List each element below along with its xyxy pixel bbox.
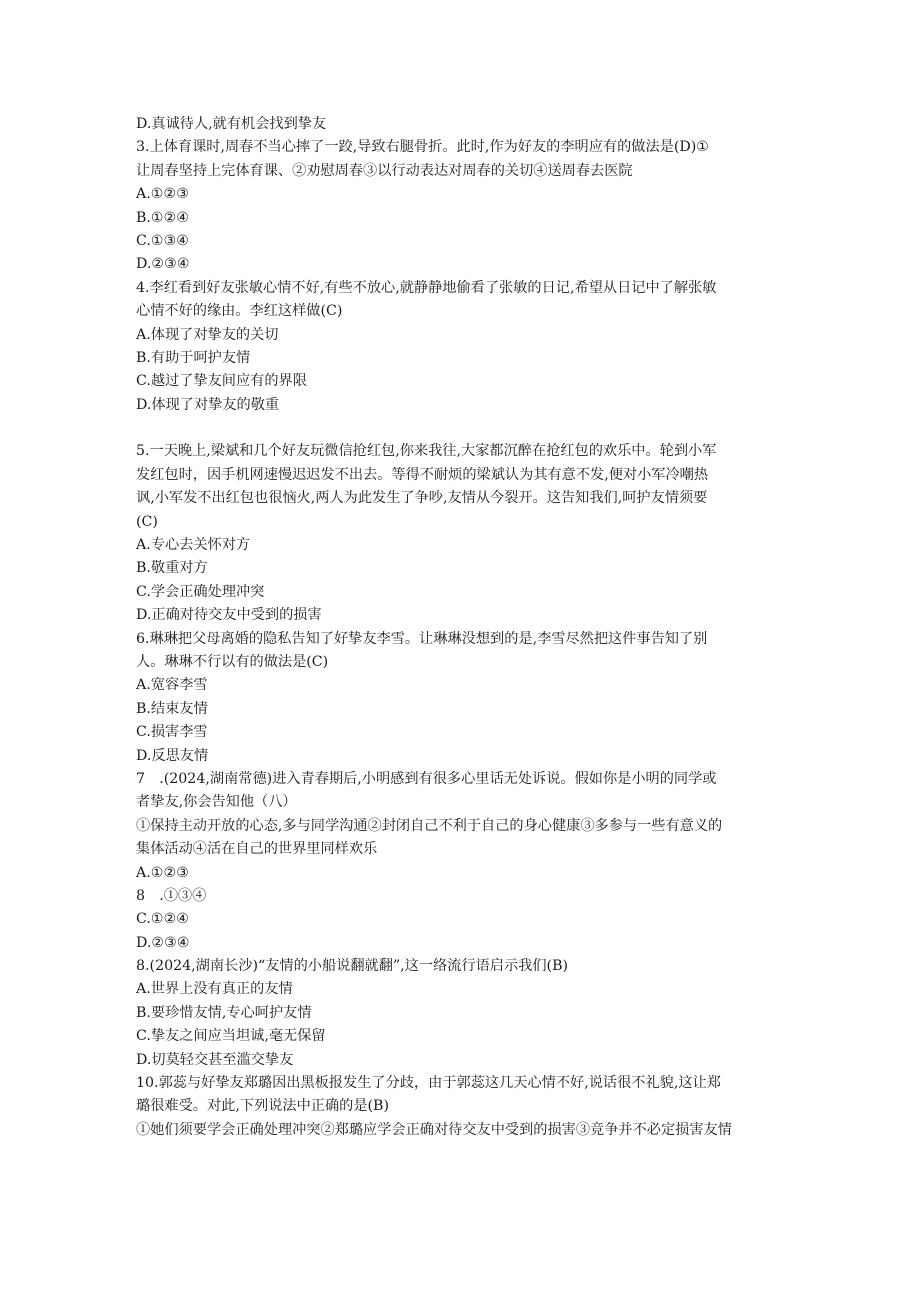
text-line: B.有助于呵护友情 [136,349,251,366]
text-line: 让周春坚持上完体育课、②劝慰周春③以行动表达对周春的关切④送周春去医院 [136,162,633,179]
text-line: A.世界上没有真正的友情 [136,981,293,998]
text-line: C.挚友之间应当坦诚,毫无保留 [136,1028,326,1045]
text-line: 心情不好的缘由。李红这样做(C) [136,303,343,320]
document-page [136,113,786,1142]
text-line: 8 .①③④ [136,887,207,904]
text-line: A.①②③ [136,186,189,203]
text-line: 5.一天晚上,梁斌和几个好友玩微信抢红包,你来我往,大家都沉醉在抢红包的欢乐中。轮到小军 [136,443,717,460]
text-line: B.要珍惜友情,专心呵护友情 [136,1004,312,1021]
text-line: 璐很难受。对此,下列说法中正确的是(B) [136,1098,390,1115]
text-line: 者挚友,你会告知他（八） [136,794,297,811]
text-line: D.真诚待人,就有机会找到挚友 [136,116,327,132]
text-line: D.反思友情 [136,747,209,764]
text-line: A.专心去关怀对方 [136,537,251,554]
text-line: D.体现了对挚友的敬重 [136,396,280,413]
text-line: C.学会正确处理冲突 [136,583,265,600]
text-line: C.①③④ [136,232,190,249]
text-line: 10.郭蕊与好挚友郑璐因出黑板报发生了分歧，由于郭蕊这几天心情不好,说话很不礼貌,这让郑 [136,1075,721,1092]
text-line: 4.李红看到好友张敏心情不好,有些不放心,就静静地偷看了张敏的日记,希望从日记中了解张敏 [136,279,717,296]
text-line: 人。琳琳不行以有的做法是(C) [136,653,329,670]
text-line: ①保持主动开放的心态,多与同学沟通②封闭自己不利于自己的身心健康③多参与一些有意义的 [136,817,723,834]
text-line: (C) [136,513,158,530]
text-line: 集体活动④活在自己的世界里同样欢乐 [136,841,378,858]
text-line: ①她们须要学会正确处理冲突②郑璐应学会正确对待交友中受到的损害③竞争并不必定损害友情 [136,1121,732,1138]
text-line: D.②③④ [136,256,190,273]
text-line: D.②③④ [136,934,190,951]
text-line: B.结束友情 [136,700,208,717]
text-line: B.①②④ [136,209,190,226]
text-line: A.①②③ [136,864,189,881]
text-line: 发红包时，因手机网速慢迟迟发不出去。等得不耐烦的梁斌认为其有意不发,便对小军冷嘲热 [136,466,709,483]
text-line: B.敬重对方 [136,560,208,577]
text-line: A.体现了对挚友的关切 [136,326,279,343]
text-line: D.正确对待交友中受到的损害 [136,607,322,624]
text-line: 3.上体育课时,周春不当心摔了一跤,导致右腿骨折。此时,作为好友的李明应有的做法是(D)① [136,139,709,156]
text-line: C.①②④ [136,911,190,928]
text-line: 讽,小军发不出红包也很恼火,两人为此发生了争吵,友情从今裂开。这告知我们,呵护友情须要 [136,490,708,507]
text-line: 8.(2024,湖南长沙)“友情的小船说翻就翻”,这一络流行语启示我们(B) [136,958,569,975]
blank-line [136,417,786,440]
text-line: 6.琳琳把父母离婚的隐私告知了好挚友李雪。让琳琳没想到的是,李雪尽然把这件事告知了别 [136,630,708,647]
text-line: D.切莫轻交甚至滥交挚友 [136,1051,294,1068]
text-line: 7 .(2024,湖南常德)进入青春期后,小明感到有很多心里话无处诉说。假如你是小明的同学或 [136,770,717,787]
text-line: C.损害李雪 [136,724,208,741]
text-line: C.越过了挚友间应有的界限 [136,373,307,390]
text-line: A.宽容李雪 [136,677,208,694]
